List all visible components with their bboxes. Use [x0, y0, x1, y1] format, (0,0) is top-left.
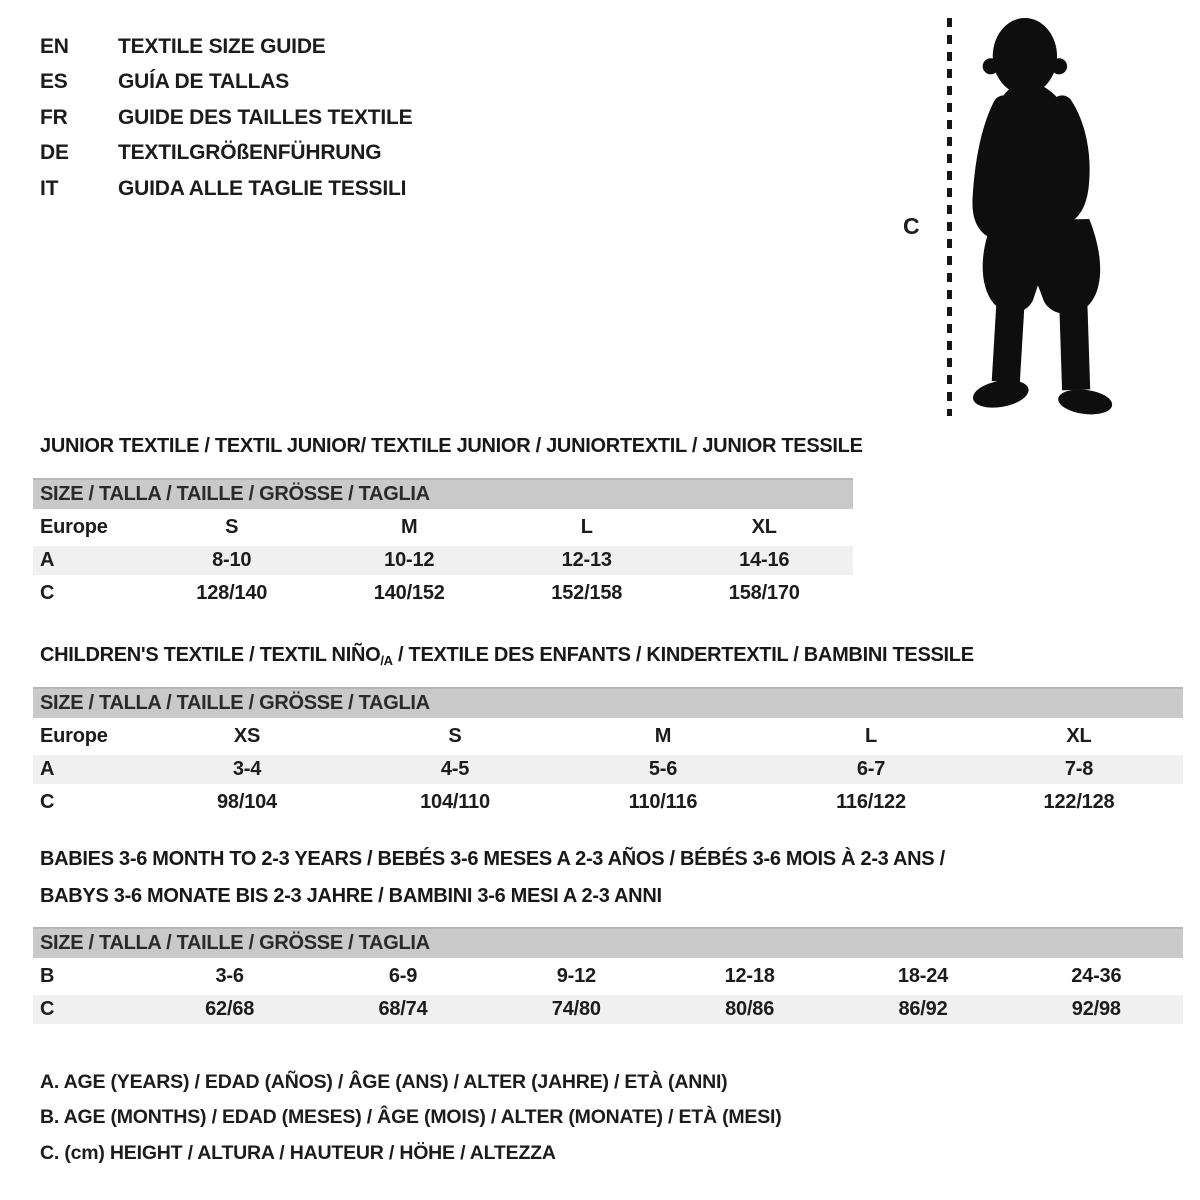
table-row-height	[33, 577, 853, 610]
height-cell: 116/122	[836, 791, 906, 813]
height-cell: 68/74	[378, 998, 428, 1020]
height-cell: 98/104	[217, 791, 277, 813]
age-cell: 4-5	[440, 758, 470, 780]
language-row-es	[40, 65, 412, 101]
toddler-silhouette	[971, 18, 1114, 416]
language-row-de	[40, 136, 412, 172]
height-cell: 80/86	[725, 998, 775, 1020]
row-label: B	[40, 965, 55, 987]
table-row-europe	[33, 720, 1183, 753]
height-marker-dashed-line	[947, 18, 952, 416]
table-row-height	[33, 993, 1183, 1026]
language-title: GUIDE DES TAILLES TEXTILE	[118, 105, 413, 129]
size-cell: S	[225, 516, 239, 538]
section-title-babies	[40, 841, 945, 915]
language-row-it	[40, 171, 412, 207]
size-table-header: SIZE / TALLA / TAILLE / GRÖSSE / TAGLIA	[33, 927, 1183, 958]
language-code: FR	[40, 105, 68, 129]
row-label: C	[40, 582, 55, 604]
language-code: ES	[40, 70, 68, 94]
size-cell: M	[401, 516, 418, 538]
language-code: IT	[40, 176, 59, 200]
table-row-height	[33, 786, 1183, 819]
section-title-children-suffix: / TEXTILE DES ENFANTS / KINDERTEXTIL / BAMBINI TESSILE	[392, 644, 974, 666]
section-title-children-prefix: CHILDREN'S TEXTILE / TEXTIL NIÑO	[40, 644, 381, 666]
months-cell: 6-9	[388, 965, 418, 987]
section-title-children-sub: /A	[380, 653, 393, 668]
size-table-header: SIZE / TALLA / TAILLE / GRÖSSE / TAGLIA	[33, 687, 1183, 718]
language-row-fr	[40, 100, 412, 136]
language-title: TEXTILGRÖßENFÜHRUNG	[118, 141, 382, 165]
height-cell: 122/128	[1043, 791, 1115, 813]
age-cell: 5-6	[648, 758, 678, 780]
age-cell: 8-10	[212, 549, 252, 571]
height-marker-label: C	[903, 213, 920, 239]
legend-line-a: A. AGE (YEARS) / EDAD (AÑOS) / ÂGE (ANS) / ALTER (JAHRE) / ETÀ (ANNI)	[40, 1071, 728, 1093]
height-cell: 140/152	[373, 582, 445, 604]
language-title: GUÍA DE TALLAS	[118, 70, 290, 94]
age-cell: 3-4	[232, 758, 262, 780]
table-row-europe	[33, 511, 853, 544]
height-cell: 158/170	[728, 582, 800, 604]
size-cell: L	[864, 725, 878, 747]
language-title: TEXTILE SIZE GUIDE	[118, 34, 326, 58]
row-label: Europe	[40, 516, 108, 538]
months-cell: 12-18	[724, 965, 775, 987]
age-cell: 12-13	[561, 549, 612, 571]
row-label: A	[40, 758, 55, 780]
height-cell: 74/80	[551, 998, 601, 1020]
height-cell: 110/116	[628, 791, 698, 813]
age-cell: 7-8	[1064, 758, 1094, 780]
legend-line-b: B. AGE (MONTHS) / EDAD (MESES) / ÂGE (MOIS) / ALTER (MONATE) / ETÀ (MESI)	[40, 1106, 782, 1129]
language-title: GUIDA ALLE TAGLIE TESSILI	[118, 176, 407, 200]
size-cell: L	[580, 516, 593, 538]
age-cell: 6-7	[856, 758, 886, 780]
months-cell: 18-24	[897, 965, 949, 987]
size-table-babies	[33, 927, 1183, 1026]
section-title-babies-line1: BABIES 3-6 MONTH TO 2-3 YEARS / BEBÉS 3-6 MESES A 2-3 AÑOS / BÉBÉS 3-6 MOIS À 2-3 ANS /	[40, 848, 945, 870]
months-cell: 24-36	[1071, 965, 1122, 987]
height-cell: 152/158	[551, 582, 623, 604]
legend-line-c: C. (cm) HEIGHT / ALTURA / HAUTEUR / HÖHE / ALTEZZA	[40, 1141, 556, 1164]
height-cell: 92/98	[1071, 998, 1121, 1020]
height-cell: 104/110	[420, 791, 490, 813]
row-label: A	[40, 549, 55, 571]
age-cell: 10-12	[384, 549, 435, 571]
toddler-silhouette-image	[958, 12, 1140, 416]
row-label: C	[40, 791, 55, 813]
size-cell: M	[654, 725, 672, 747]
size-cell: S	[448, 725, 462, 747]
size-table-junior	[33, 478, 853, 610]
row-label: C	[40, 998, 55, 1020]
language-code: DE	[40, 141, 69, 165]
section-title-babies-line2: BABYS 3-6 MONATE BIS 2-3 JAHRE / BAMBINI 3-6 MESI A 2-3 ANNI	[40, 885, 662, 907]
language-code: EN	[40, 34, 69, 58]
language-guide-block	[40, 29, 412, 207]
size-cell: XL	[1066, 725, 1092, 747]
age-cell: 14-16	[739, 549, 790, 571]
height-cell: 62/68	[205, 998, 255, 1020]
size-table-header: SIZE / TALLA / TAILLE / GRÖSSE / TAGLIA	[33, 478, 853, 509]
language-row-en	[40, 29, 412, 65]
height-cell: 128/140	[196, 582, 268, 604]
table-row-months	[33, 960, 1183, 993]
size-cell: XL	[751, 516, 777, 538]
months-cell: 3-6	[215, 965, 244, 987]
section-title-junior: JUNIOR TEXTILE / TEXTIL JUNIOR/ TEXTILE JUNIOR / JUNIORTEXTIL / JUNIOR TESSILE	[40, 435, 863, 457]
height-cell: 86/92	[898, 998, 948, 1020]
table-row-age	[33, 544, 853, 577]
section-title-children	[40, 644, 974, 667]
table-row-age	[33, 753, 1183, 786]
row-label: Europe	[40, 725, 108, 747]
size-table-children	[33, 687, 1183, 819]
months-cell: 9-12	[556, 965, 596, 987]
size-cell: XS	[233, 725, 261, 747]
legend-block	[40, 1065, 782, 1171]
